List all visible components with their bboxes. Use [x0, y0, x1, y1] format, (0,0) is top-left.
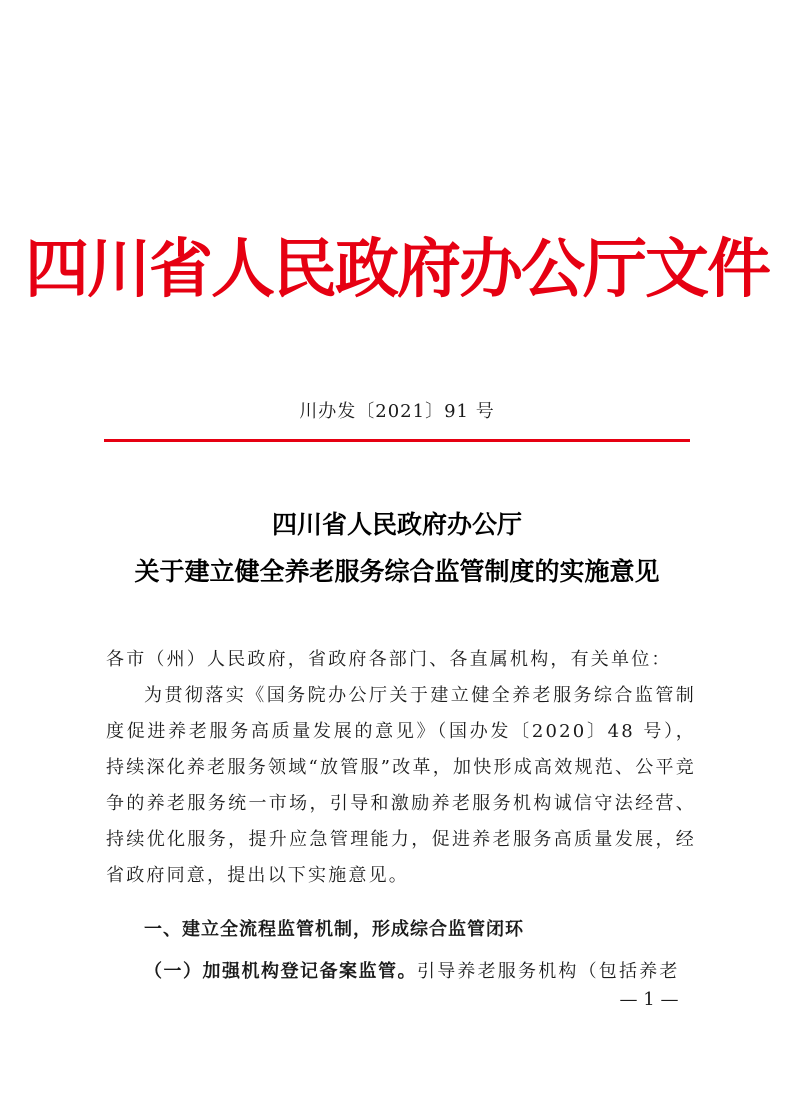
document-number: 川办发〔2021〕91 号 [299, 401, 495, 422]
document-title-line-1: 四川省人民政府办公厅 [271, 510, 522, 539]
addressee-line: 各市（州）人民政府，省政府各部门、各直属机构，有关单位： [106, 649, 672, 670]
subsection-1-text: 引导养老服务机构（包括养老 [417, 961, 680, 982]
section-1-heading: 一、建立全流程监管机制，形成综合监管闭环 [144, 919, 524, 940]
red-separator-line [104, 439, 690, 442]
intro-paragraph: 为贯彻落实《国务院办公厅关于建立健全养老服务综合监管制度促进养老服务高质量发展的意见》（国办发〔2020〕48 号），持续深化养老服务领域“放管服”改革，加快形成高效规范、公平竞争的养老服务统一市场，引导和激励养老服务机构诚信守法经营、持续优化服务，提升应急管理能力，促进养老服务高质量发展，经省政府同意，提出以下实施意见。 [106, 685, 696, 886]
document-title-line-2: 关于建立健全养老服务综合监管制度的实施意见 [134, 557, 660, 586]
masthead-title: 四川省人民政府办公厅文件 [25, 232, 769, 307]
subsection-1-heading: （一）加强机构登记备案监管。 [144, 961, 417, 982]
subsection-1-paragraph [144, 954, 696, 990]
page-number: — 1 — [619, 989, 679, 1010]
